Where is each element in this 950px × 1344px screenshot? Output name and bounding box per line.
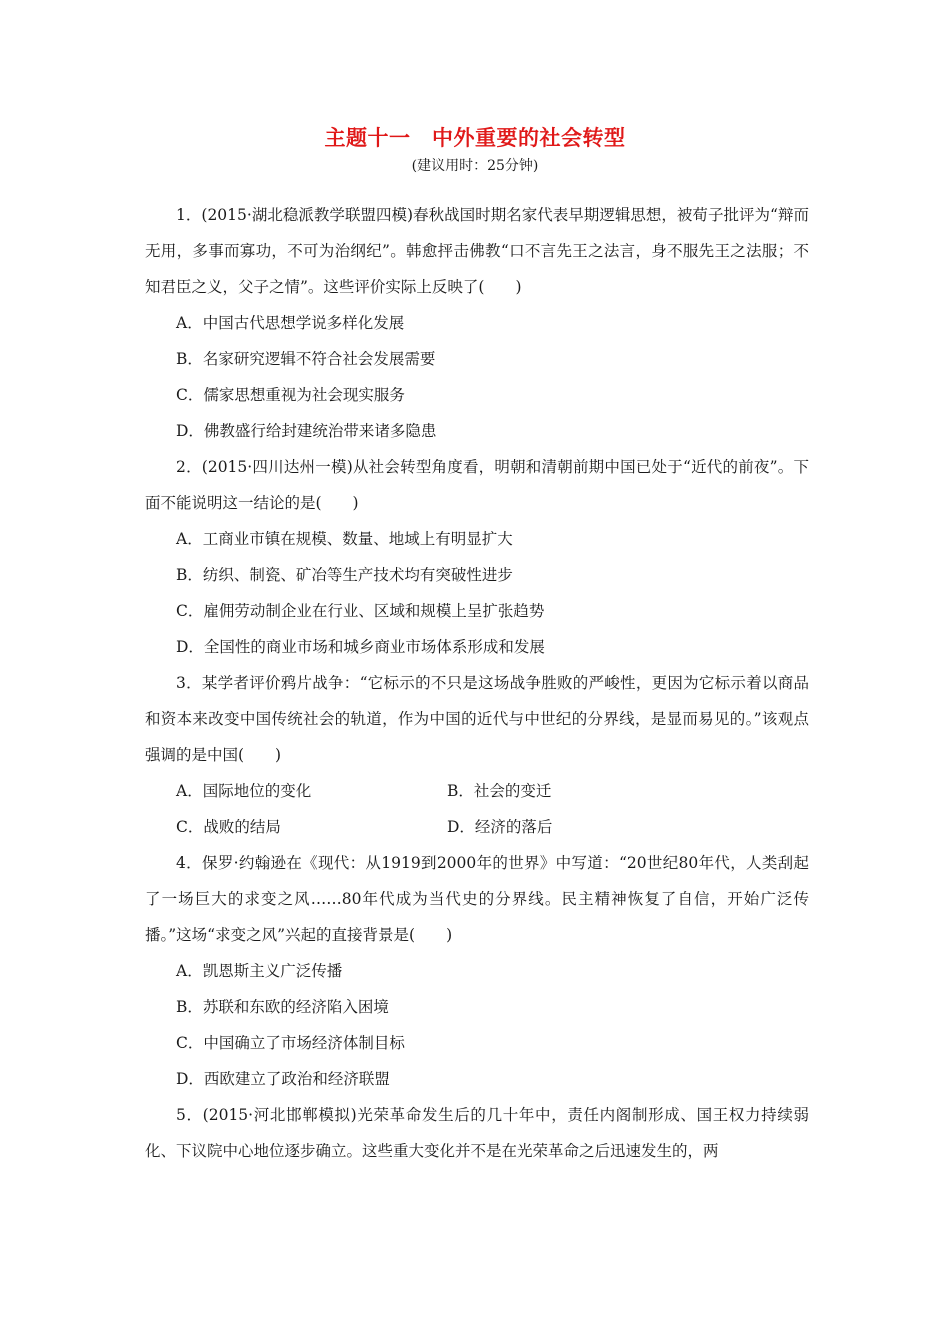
option-b: B．苏联和东欧的经济陷入困境 (176, 998, 389, 1016)
option-c: C．战败的结局 (176, 818, 281, 836)
question-stem: 3．某学者评价鸦片战争：“它标示的不只是这场战争胜败的严峻性，更因为它标示着以商品和资本来改变中国传统社会的轨道，作为中国的近代与中世纪的分界线，是显而易见的。”该观点强调的是中国( ) (145, 674, 809, 764)
question-2 (145, 449, 809, 665)
question-1 (145, 197, 809, 449)
option-d: D．佛教盛行给封建统治带来诸多隐患 (176, 422, 437, 440)
option-c: C．儒家思想重视为社会现实服务 (176, 386, 405, 404)
option-d: D．西欧建立了政治和经济联盟 (176, 1070, 390, 1088)
question-4 (145, 845, 809, 1097)
option-c: C．雇佣劳动制企业在行业、区域和规模上呈扩张趋势 (176, 602, 545, 620)
option-b: B．名家研究逻辑不符合社会发展需要 (176, 350, 436, 368)
question-5 (145, 1097, 809, 1169)
suggested-time: (建议用时：25分钟) (411, 158, 539, 174)
option-b: B．纺织、制瓷、矿冶等生产技术均有突破性进步 (176, 566, 513, 584)
option-a: A．国际地位的变化 (176, 782, 312, 800)
option-d: D．全国性的商业市场和城乡商业市场体系形成和发展 (176, 638, 545, 656)
option-a: A．工商业市镇在规模、数量、地域上有明显扩大 (176, 530, 513, 548)
option-a: A．中国古代思想学说多样化发展 (176, 314, 405, 332)
question-stem: 5．(2015·河北邯郸模拟)光荣革命发生后的几十年中，责任内阁制形成、国王权力持续弱化、下议院中心地位逐步确立。这些重大变化并不是在光荣革命之后迅速发生的，两 (145, 1106, 809, 1160)
question-3 (145, 665, 809, 845)
option-row (145, 809, 809, 845)
option-row (145, 773, 809, 809)
question-stem: 4．保罗·约翰逊在《现代：从1919到2000年的世界》中写道：“20世纪80年代，人类刮起了一场巨大的求变之风……80年代成为当代史的分界线。民主精神恢复了自信，开始广泛传播。”这场“求变之风”兴起的直接背景是( ) (145, 854, 809, 944)
option-d: D．经济的落后 (447, 818, 553, 836)
question-list (145, 197, 809, 1169)
option-c: C．中国确立了市场经济体制目标 (176, 1034, 405, 1052)
question-stem: 2．(2015·四川达州一模)从社会转型角度看，明朝和清朝前期中国已处于“近代的前夜”。下面不能说明这一结论的是( ) (145, 458, 809, 512)
option-a: A．凯恩斯主义广泛传播 (176, 962, 343, 980)
question-stem: 1．(2015·湖北稳派教学联盟四模)春秋战国时期名家代表早期逻辑思想，被荀子批评为“辩而无用，多事而寡功，不可为治纲纪”。韩愈抨击佛教“口不言先王之法言，身不服先王之法服；不知君臣之义，父子之情”。这些评价实际上反映了( ) (145, 206, 809, 296)
option-b: B．社会的变迁 (447, 782, 552, 800)
page-title: 主题十一 中外重要的社会转型 (324, 125, 626, 150)
